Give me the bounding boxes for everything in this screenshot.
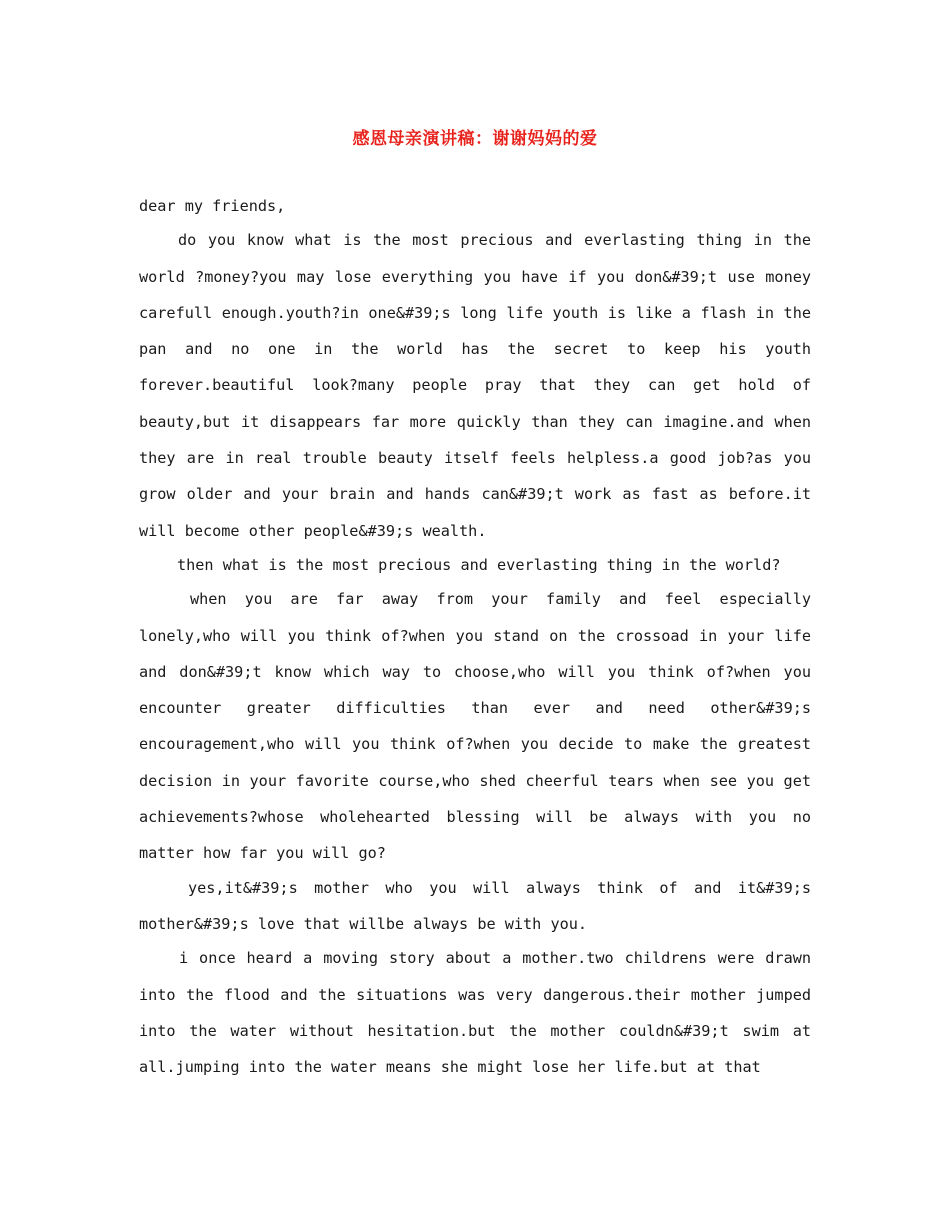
paragraph-question: then what is the most precious and everlasting thing in the world? [177,555,781,574]
paragraph-moving-story: i once heard a moving story about a mother.two childrens were drawn into the flood and the situations was very dangerous.their mother jumped into the water without hesitation.but the mother couldn&#39;t swim at all.jumping into the water means she might lose her life.but at that [139,949,811,1077]
paragraph-who-will-you-think-of: when you are far away from your family and feel especially lonely,who will you think of?when you stand on the crossoad in your life and don&#39;t know which way to choose,who will you think of?when you encounter greater difficulties than ever and need other&#39;s encouragement,who will you think of?when you decide to make the greatest decision in your favorite course,who shed cheerful tears when see you get achievements?whose wholehearted blessing will be always with you no matter how far you will go? [139,590,811,863]
document-body [139,188,811,1085]
paragraph-mothers-love: yes,it&#39;s mother who you will always think of and it&#39;s mother&#39;s love that willbe always be with you. [139,878,811,933]
document-title: 感恩母亲演讲稿：谢谢妈妈的爱 [352,129,598,149]
paragraph-precious-thing: do you know what is the most precious and everlasting thing in the world ?money?you may lose everything you have if you don&#39;t use money carefull enough.youth?in one&#39;s long life youth is like a flash in the pan and no one in the world has the secret to keep his youth forever.beautiful look?many people pray that they can get hold of beauty,but it disappears far more quickly than they can imagine.and when they are in real trouble beauty itself feels helpless.a good job?as you grow older and your brain and hands can&#39;t work as fast as before.it will become other people&#39;s wealth. [139,231,811,540]
greeting-paragraph: dear my friends, [139,197,286,215]
